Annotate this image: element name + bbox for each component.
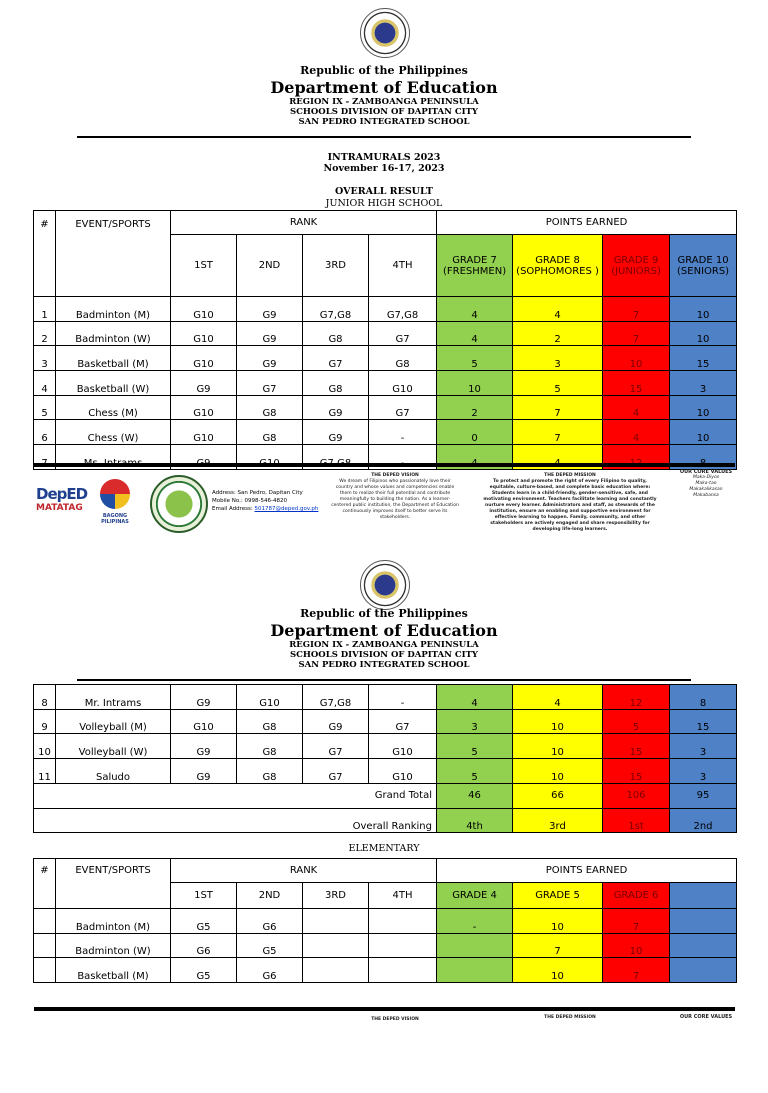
rank-1st: G5 xyxy=(171,958,237,983)
col-event-header: EVENT/SPORTS xyxy=(56,211,171,297)
points-grade-10: 3 xyxy=(670,759,737,784)
page-footer-2 xyxy=(0,1007,768,1093)
points-grade-8: 7 xyxy=(513,395,603,420)
event-name: Chess (W) xyxy=(56,420,171,445)
points-grade-9: 15 xyxy=(603,759,670,784)
jhs-rows-page1 xyxy=(34,297,737,470)
row-number xyxy=(34,933,56,958)
points-grade-7: 2 xyxy=(437,395,513,420)
table-row xyxy=(34,909,737,934)
row-number: 5 xyxy=(34,395,56,420)
grade-10-header: GRADE 10 (SENIORS) xyxy=(670,235,737,297)
elem-rank-1st-header: 1ST xyxy=(171,883,237,909)
vision-block-2: THE DEPED VISION xyxy=(371,1017,419,1022)
department-heading-2: Department of Education xyxy=(270,621,498,640)
event-name: Volleyball (M) xyxy=(56,709,171,734)
republic-heading-2: Republic of the Philippines xyxy=(300,607,468,620)
region-line: REGION IX - ZAMBOANGA PENINSULA xyxy=(289,97,479,107)
rank-1st: G5 xyxy=(171,909,237,934)
rank-1st: G10 xyxy=(171,420,237,445)
points-grade-7: 0 xyxy=(437,420,513,445)
rank-1st: G9 xyxy=(171,685,237,710)
rank-2nd: G9 xyxy=(237,346,303,371)
region-line-2: REGION IX - ZAMBOANGA PENINSULA xyxy=(289,640,479,650)
page-footer xyxy=(0,463,768,549)
rank-3rd: G7,G8 xyxy=(303,297,369,322)
points-grade-5: 7 xyxy=(513,933,603,958)
points-grade-10: 10 xyxy=(670,297,737,322)
rank-3rd xyxy=(303,933,369,958)
rank-3rd xyxy=(303,958,369,983)
event-dates: November 16-17, 2023 xyxy=(323,163,445,174)
rank-4th: G7,G8 xyxy=(369,297,437,322)
rank-3rd: G7,G8 xyxy=(303,685,369,710)
grand-total-label: Grand Total xyxy=(34,783,437,808)
points-grade-7 xyxy=(670,909,737,934)
deped-matatag-logo: DepED MATATAG xyxy=(36,485,88,513)
rank-4th: G7 xyxy=(369,321,437,346)
col-points-header: POINTS EARNED xyxy=(437,211,737,235)
points-grade-7: 4 xyxy=(437,297,513,322)
points-grade-10: 3 xyxy=(670,734,737,759)
points-grade-8: 4 xyxy=(513,685,603,710)
table-row xyxy=(34,371,737,396)
points-grade-7: 4 xyxy=(437,685,513,710)
school-line: SAN PEDRO INTEGRATED SCHOOL xyxy=(298,117,470,127)
row-number: 11 xyxy=(34,759,56,784)
rank-4th: G10 xyxy=(369,759,437,784)
elementary-results-table xyxy=(33,858,737,983)
grade-7-header: GRADE 7 (FRESHMEN) xyxy=(437,235,513,297)
ranking-g9: 1st xyxy=(603,808,670,832)
points-grade-9: 15 xyxy=(603,734,670,759)
points-grade-6: 7 xyxy=(603,958,670,983)
elem-rank-3rd-header: 3RD xyxy=(303,883,369,909)
points-grade-4 xyxy=(437,958,513,983)
points-grade-4: - xyxy=(437,909,513,934)
rank-1st: G9 xyxy=(171,759,237,784)
grade-5-header: GRADE 5 xyxy=(513,883,603,909)
grand-total-g10: 95 xyxy=(670,783,737,808)
table-row xyxy=(34,685,737,710)
rank-3rd: G7 xyxy=(303,734,369,759)
elementary-rows xyxy=(34,909,737,983)
jhs-results-table xyxy=(33,210,737,470)
rank-3rd: G7 xyxy=(303,346,369,371)
rank-2nd: G6 xyxy=(237,909,303,934)
col-num-header: # xyxy=(34,211,56,297)
rank-4th xyxy=(369,933,437,958)
table-row xyxy=(34,734,737,759)
points-grade-8: 10 xyxy=(513,709,603,734)
rank-1st: G10 xyxy=(171,297,237,322)
elem-rank-4th-header: 4TH xyxy=(369,883,437,909)
table-row xyxy=(34,709,737,734)
event-name: Badminton (M) xyxy=(56,909,171,934)
grand-total-g9: 106 xyxy=(603,783,670,808)
table-row xyxy=(34,759,737,784)
overall-title: OVERALL RESULT xyxy=(335,186,433,197)
rank-3rd: G8 xyxy=(303,371,369,396)
jhs-results-table-continued xyxy=(33,684,737,833)
row-number: 9 xyxy=(34,709,56,734)
rank-2nd: G7 xyxy=(237,371,303,396)
event-name: Badminton (M) xyxy=(56,297,171,322)
grade-4-header: GRADE 4 xyxy=(437,883,513,909)
points-grade-8: 5 xyxy=(513,371,603,396)
rank-4th-header: 4TH xyxy=(369,235,437,297)
rank-2nd-header: 2ND xyxy=(237,235,303,297)
school-line-2: SAN PEDRO INTEGRATED SCHOOL xyxy=(298,660,470,670)
event-title: INTRAMURALS 2023 xyxy=(327,152,441,163)
elem-col-rank-header: RANK xyxy=(171,859,437,883)
rank-1st: G10 xyxy=(171,321,237,346)
event-name: Basketball (M) xyxy=(56,346,171,371)
republic-heading: Republic of the Philippines xyxy=(300,64,468,77)
department-heading: Department of Education xyxy=(270,78,498,97)
elem-col-num-header: # xyxy=(34,859,56,909)
points-grade-7: 10 xyxy=(437,371,513,396)
grand-total-g7: 46 xyxy=(437,783,513,808)
rank-1st: G10 xyxy=(171,346,237,371)
grand-total-row xyxy=(34,783,737,808)
table-row xyxy=(34,297,737,322)
points-grade-7 xyxy=(670,933,737,958)
points-grade-8: 2 xyxy=(513,321,603,346)
elem-col-points-header: POINTS EARNED xyxy=(437,859,737,883)
rank-4th: G10 xyxy=(369,734,437,759)
points-grade-9: 15 xyxy=(603,371,670,396)
points-grade-6: 7 xyxy=(603,909,670,934)
points-grade-5: 10 xyxy=(513,909,603,934)
event-name: Basketball (W) xyxy=(56,371,171,396)
points-grade-7: 5 xyxy=(437,346,513,371)
rank-4th: - xyxy=(369,420,437,445)
points-grade-9: 4 xyxy=(603,395,670,420)
elem-rank-2nd-header: 2ND xyxy=(237,883,303,909)
rank-4th: - xyxy=(369,685,437,710)
row-number: 4 xyxy=(34,371,56,396)
row-number xyxy=(34,958,56,983)
points-grade-10: 8 xyxy=(670,685,737,710)
mission-block-2: THE DEPED MISSION xyxy=(544,1015,596,1020)
rank-4th xyxy=(369,909,437,934)
row-number: 10 xyxy=(34,734,56,759)
points-grade-9: 7 xyxy=(603,297,670,322)
rank-2nd: G5 xyxy=(237,933,303,958)
points-grade-9: 7 xyxy=(603,321,670,346)
rank-1st-header: 1ST xyxy=(171,235,237,297)
grand-total-g8: 66 xyxy=(513,783,603,808)
grade-8-header: GRADE 8 (SOPHOMORES ) xyxy=(513,235,603,297)
rank-3rd-header: 3RD xyxy=(303,235,369,297)
event-name: Volleyball (W) xyxy=(56,734,171,759)
points-grade-7: 5 xyxy=(437,734,513,759)
table-row xyxy=(34,346,737,371)
points-grade-8: 10 xyxy=(513,759,603,784)
rank-2nd: G8 xyxy=(237,395,303,420)
rank-4th: G7 xyxy=(369,395,437,420)
rank-4th: G7 xyxy=(369,709,437,734)
rank-3rd: G9 xyxy=(303,709,369,734)
event-name: Basketball (M) xyxy=(56,958,171,983)
points-grade-7: 5 xyxy=(437,759,513,784)
overall-ranking-row xyxy=(34,808,737,832)
rank-1st: G9 xyxy=(171,734,237,759)
rank-2nd: G9 xyxy=(237,321,303,346)
points-grade-6: 10 xyxy=(603,933,670,958)
points-grade-7: 3 xyxy=(437,709,513,734)
row-number: 2 xyxy=(34,321,56,346)
contact-block: Address: San Pedro, Dapitan City Mobile No.: 0998-546-4820 Email Address: 501787@deped.gov.ph xyxy=(212,490,319,512)
points-grade-8: 10 xyxy=(513,734,603,759)
rank-2nd: G8 xyxy=(237,420,303,445)
rank-3rd: G8 xyxy=(303,321,369,346)
rank-3rd xyxy=(303,909,369,934)
table-row xyxy=(34,321,737,346)
mission-block: THE DEPED MISSION To protect and promote the right of every Filipino to quality, equitable, culture-based, and complete basic education where: Students learn in a child-friendly, gender-sensitive, safe, and motivating environment. Teachers facilitate learning and constantly nurture every learner. Administrators and staff, as stewards of the institution, ensure an enabling and supportive environment for effective learning to happen. Family, community, and other stakeholders are actively engaged and share responsibility for developing life-long learners. xyxy=(483,473,657,532)
rank-4th: G10 xyxy=(369,371,437,396)
event-name: Badminton (W) xyxy=(56,933,171,958)
deped-seal-icon xyxy=(360,8,410,58)
rank-3rd: G9 xyxy=(303,395,369,420)
points-grade-10: 10 xyxy=(670,395,737,420)
points-grade-10: 3 xyxy=(670,371,737,396)
row-number: 3 xyxy=(34,346,56,371)
overall-ranking-label: Overall Ranking xyxy=(34,808,437,832)
email-link[interactable]: 501787@deped.gov.ph xyxy=(254,506,319,512)
deped-seal-icon-2 xyxy=(360,560,410,610)
grade-6-header: GRADE 6 xyxy=(603,883,670,909)
rank-2nd: G6 xyxy=(237,958,303,983)
elem-col-event-header: EVENT/SPORTS xyxy=(56,859,171,909)
points-grade-4 xyxy=(437,933,513,958)
points-grade-10: 10 xyxy=(670,321,737,346)
table-row xyxy=(34,420,737,445)
rank-2nd: G8 xyxy=(237,759,303,784)
header-divider xyxy=(77,136,691,138)
points-grade-7 xyxy=(670,958,737,983)
rank-1st: G10 xyxy=(171,709,237,734)
event-name: Badminton (W) xyxy=(56,321,171,346)
core-values-block-2: OUR CORE VALUES xyxy=(679,1014,733,1020)
points-grade-9: 4 xyxy=(603,420,670,445)
points-grade-5: 10 xyxy=(513,958,603,983)
points-grade-8: 7 xyxy=(513,420,603,445)
rank-3rd: G9 xyxy=(303,420,369,445)
ranking-g8: 3rd xyxy=(513,808,603,832)
table-row xyxy=(34,958,737,983)
table-row xyxy=(34,933,737,958)
rank-2nd: G9 xyxy=(237,297,303,322)
event-name: Saludo xyxy=(56,759,171,784)
elementary-title: ELEMENTARY xyxy=(348,843,420,854)
rank-2nd: G10 xyxy=(237,685,303,710)
header-divider-2 xyxy=(77,679,691,681)
points-grade-9: 12 xyxy=(603,685,670,710)
points-grade-9: 5 xyxy=(603,709,670,734)
row-number: 1 xyxy=(34,297,56,322)
points-grade-9: 10 xyxy=(603,346,670,371)
school-seal-icon xyxy=(150,475,208,533)
bagong-pilipinas-logo: BAGONG PILIPINAS xyxy=(92,477,138,521)
rank-1st: G10 xyxy=(171,395,237,420)
points-grade-7: 4 xyxy=(437,321,513,346)
rank-1st: G6 xyxy=(171,933,237,958)
points-grade-8: 4 xyxy=(513,297,603,322)
grade-blank-header xyxy=(670,883,737,909)
table-row xyxy=(34,395,737,420)
row-number xyxy=(34,909,56,934)
jhs-rows-page2 xyxy=(34,685,737,784)
division-line-2: SCHOOLS DIVISION OF DAPITAN CITY xyxy=(289,650,479,660)
points-grade-10: 15 xyxy=(670,346,737,371)
grade-9-header: GRADE 9 (JUNIORS) xyxy=(603,235,670,297)
footer-divider-2 xyxy=(34,1007,735,1011)
points-grade-8: 3 xyxy=(513,346,603,371)
points-grade-10: 10 xyxy=(670,420,737,445)
event-name: Chess (M) xyxy=(56,395,171,420)
ranking-g7: 4th xyxy=(437,808,513,832)
rank-2nd: G8 xyxy=(237,734,303,759)
row-number: 8 xyxy=(34,685,56,710)
rank-3rd: G7 xyxy=(303,759,369,784)
rank-2nd: G8 xyxy=(237,709,303,734)
core-values-block: OUR CORE VALUES Maka-Diyos Maka-tao Makakalikasan Makabansa xyxy=(679,469,733,498)
vision-block: THE DEPED VISION We dream of Filipinos who passionately love their country and whose values and competencies enable them to realize their full potential and contribute meaningfully to building the nation. As a learner-centered public institution, the Department of Education continuously improves itself to better serve its stakeholders. xyxy=(331,473,459,520)
points-grade-10: 15 xyxy=(670,709,737,734)
ranking-g10: 2nd xyxy=(670,808,737,832)
rank-4th xyxy=(369,958,437,983)
division-line: SCHOOLS DIVISION OF DAPITAN CITY xyxy=(289,107,479,117)
event-name: Mr. Intrams xyxy=(56,685,171,710)
rank-1st: G9 xyxy=(171,371,237,396)
overall-subtitle: JUNIOR HIGH SCHOOL xyxy=(325,198,443,209)
footer-divider xyxy=(34,463,735,467)
rank-4th: G8 xyxy=(369,346,437,371)
col-rank-header: RANK xyxy=(171,211,437,235)
row-number: 6 xyxy=(34,420,56,445)
